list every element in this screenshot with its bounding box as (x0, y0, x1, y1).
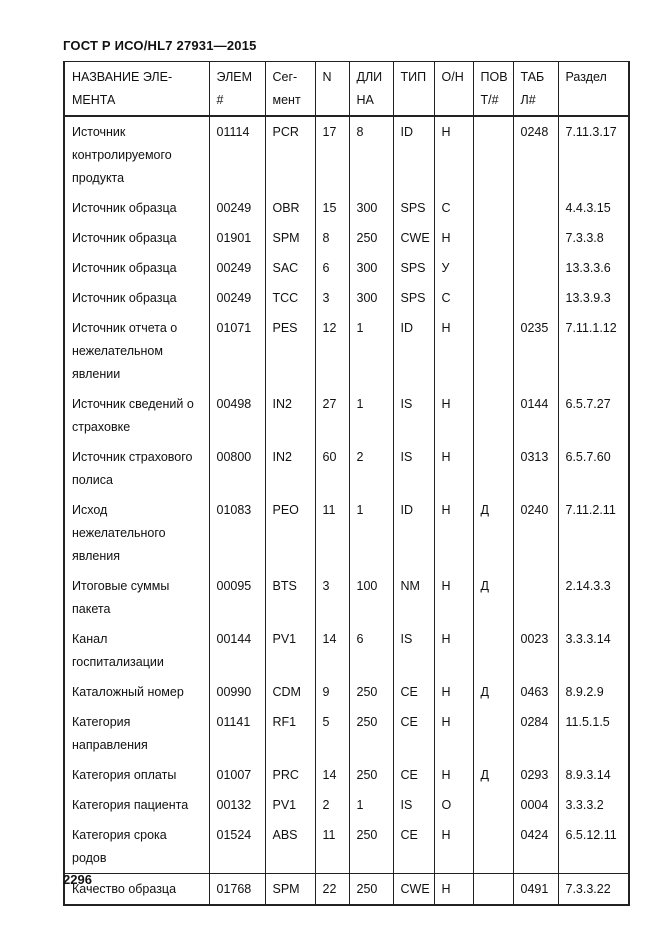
column-header-type (393, 62, 434, 117)
table-row (64, 820, 629, 874)
column-header-text: Т/# (480, 93, 499, 107)
cell-len: 1 (349, 495, 393, 571)
cell-rep (473, 707, 513, 760)
cell-elem: 01071 (209, 313, 265, 389)
cell-n: 22 (315, 874, 349, 906)
cell-sec: 13.3.3.6 (558, 253, 629, 283)
cell-len: 6 (349, 624, 393, 677)
cell-seg: PRC (265, 760, 315, 790)
cell-rep (473, 116, 513, 193)
cell-type: ID (393, 313, 434, 389)
cell-sec: 7.11.1.12 (558, 313, 629, 389)
cell-elem: 00800 (209, 442, 265, 495)
table-row (64, 389, 629, 442)
cell-len: 100 (349, 571, 393, 624)
cell-n: 9 (315, 677, 349, 707)
cell-n: 17 (315, 116, 349, 193)
cell-seg: RF1 (265, 707, 315, 760)
column-header-text: ТАБ (520, 70, 545, 84)
cell-name: Категория направления (64, 707, 209, 760)
column-header-on (434, 62, 473, 117)
cell-seg: SPM (265, 223, 315, 253)
cell-tab: 0023 (513, 624, 558, 677)
cell-seg: PCR (265, 116, 315, 193)
cell-n: 15 (315, 193, 349, 223)
cell-name: Источник контролируемого продукта (64, 116, 209, 193)
cell-tab (513, 571, 558, 624)
cell-name: Категория пациента (64, 790, 209, 820)
column-header-text: ПОВ (480, 70, 508, 84)
cell-elem: 00144 (209, 624, 265, 677)
cell-type: NM (393, 571, 434, 624)
cell-n: 11 (315, 495, 349, 571)
table-row (64, 790, 629, 820)
table-row (64, 707, 629, 760)
cell-tab: 0144 (513, 389, 558, 442)
table-row (64, 874, 629, 906)
column-header-name (64, 62, 209, 117)
cell-name: Источник образца (64, 223, 209, 253)
cell-name: Источник отчета о нежелательном явлении (64, 313, 209, 389)
cell-elem: 01083 (209, 495, 265, 571)
column-header-text: МЕНТА (72, 93, 116, 107)
table-row (64, 223, 629, 253)
cell-elem: 01524 (209, 820, 265, 874)
cell-type: CE (393, 707, 434, 760)
cell-len: 8 (349, 116, 393, 193)
cell-seg: TCC (265, 283, 315, 313)
cell-rep (473, 790, 513, 820)
cell-on: Н (434, 677, 473, 707)
cell-len: 2 (349, 442, 393, 495)
cell-tab (513, 193, 558, 223)
cell-len: 1 (349, 790, 393, 820)
cell-rep (473, 193, 513, 223)
cell-elem: 01114 (209, 116, 265, 193)
cell-n: 14 (315, 760, 349, 790)
table-body (64, 116, 629, 905)
cell-tab: 0248 (513, 116, 558, 193)
cell-name: Источник образца (64, 283, 209, 313)
cell-n: 60 (315, 442, 349, 495)
cell-type: SPS (393, 253, 434, 283)
cell-len: 250 (349, 760, 393, 790)
cell-sec: 11.5.1.5 (558, 707, 629, 760)
cell-seg: CDM (265, 677, 315, 707)
cell-type: SPS (393, 193, 434, 223)
column-header-len (349, 62, 393, 117)
cell-elem: 00249 (209, 253, 265, 283)
column-header-seg (265, 62, 315, 117)
cell-n: 3 (315, 283, 349, 313)
cell-elem: 00132 (209, 790, 265, 820)
cell-rep (473, 874, 513, 906)
cell-on: Н (434, 389, 473, 442)
cell-type: IS (393, 790, 434, 820)
column-header-text: Сег- (272, 70, 298, 84)
cell-type: IS (393, 624, 434, 677)
table-row (64, 624, 629, 677)
cell-rep (473, 820, 513, 874)
cell-seg: SAC (265, 253, 315, 283)
column-header-text: НАЗВАНИЕ ЭЛЕ- (72, 70, 173, 84)
cell-rep (473, 442, 513, 495)
cell-type: ID (393, 495, 434, 571)
cell-len: 250 (349, 707, 393, 760)
column-header-text: ЭЛЕМ (216, 70, 253, 84)
cell-tab: 0284 (513, 707, 558, 760)
cell-n: 11 (315, 820, 349, 874)
cell-sec: 7.11.3.17 (558, 116, 629, 193)
cell-tab: 0004 (513, 790, 558, 820)
cell-rep: Д (473, 495, 513, 571)
cell-rep (473, 389, 513, 442)
cell-on: Н (434, 116, 473, 193)
cell-n: 14 (315, 624, 349, 677)
cell-rep: Д (473, 571, 513, 624)
cell-n: 2 (315, 790, 349, 820)
column-header-n (315, 62, 349, 117)
cell-sec: 7.3.3.22 (558, 874, 629, 906)
cell-seg: PES (265, 313, 315, 389)
cell-name: Каталожный номер (64, 677, 209, 707)
cell-on: С (434, 283, 473, 313)
cell-n: 27 (315, 389, 349, 442)
cell-n: 6 (315, 253, 349, 283)
cell-elem: 00249 (209, 193, 265, 223)
cell-seg: OBR (265, 193, 315, 223)
table-row (64, 677, 629, 707)
cell-seg: IN2 (265, 389, 315, 442)
column-header-text: ДЛИ (356, 70, 383, 84)
cell-seg: SPM (265, 874, 315, 906)
cell-len: 300 (349, 253, 393, 283)
column-header-text: ТИП (400, 70, 427, 84)
column-header-text: О/Н (441, 70, 464, 84)
cell-tab: 0463 (513, 677, 558, 707)
elements-table (63, 61, 630, 906)
column-header-text: Раздел (565, 70, 607, 84)
cell-sec: 6.5.7.60 (558, 442, 629, 495)
column-header-text: НА (356, 93, 374, 107)
cell-sec: 3.3.3.14 (558, 624, 629, 677)
cell-type: IS (393, 389, 434, 442)
cell-sec: 2.14.3.3 (558, 571, 629, 624)
table-row (64, 116, 629, 193)
page-number: 2296 (63, 872, 92, 887)
cell-on: Н (434, 313, 473, 389)
cell-seg: ABS (265, 820, 315, 874)
cell-sec: 6.5.12.11 (558, 820, 629, 874)
cell-len: 250 (349, 677, 393, 707)
cell-sec: 7.11.2.11 (558, 495, 629, 571)
cell-name: Источник образца (64, 253, 209, 283)
cell-len: 250 (349, 820, 393, 874)
cell-name: Итоговые суммы пакета (64, 571, 209, 624)
cell-type: SPS (393, 283, 434, 313)
cell-on: О (434, 790, 473, 820)
cell-seg: IN2 (265, 442, 315, 495)
cell-rep (473, 223, 513, 253)
column-header-rep (473, 62, 513, 117)
table-row (64, 571, 629, 624)
cell-name: Источник образца (64, 193, 209, 223)
table-row (64, 253, 629, 283)
column-header-tab (513, 62, 558, 117)
cell-seg: PEO (265, 495, 315, 571)
cell-len: 1 (349, 389, 393, 442)
cell-on: Н (434, 442, 473, 495)
cell-sec: 3.3.3.2 (558, 790, 629, 820)
cell-sec: 8.9.3.14 (558, 760, 629, 790)
cell-elem: 00249 (209, 283, 265, 313)
cell-n: 12 (315, 313, 349, 389)
column-header-text: мент (272, 93, 301, 107)
cell-type: CE (393, 677, 434, 707)
table-row (64, 442, 629, 495)
cell-elem: 01768 (209, 874, 265, 906)
cell-tab: 0235 (513, 313, 558, 389)
cell-rep: Д (473, 677, 513, 707)
cell-rep (473, 253, 513, 283)
cell-type: CWE (393, 874, 434, 906)
cell-tab: 0313 (513, 442, 558, 495)
cell-rep: Д (473, 760, 513, 790)
cell-name: Источник сведений о страховке (64, 389, 209, 442)
cell-elem: 01901 (209, 223, 265, 253)
cell-rep (473, 624, 513, 677)
cell-len: 1 (349, 313, 393, 389)
cell-type: IS (393, 442, 434, 495)
cell-seg: PV1 (265, 790, 315, 820)
cell-tab (513, 223, 558, 253)
cell-sec: 13.3.9.3 (558, 283, 629, 313)
cell-n: 8 (315, 223, 349, 253)
cell-on: Н (434, 223, 473, 253)
column-header-text: N (322, 70, 332, 84)
cell-seg: BTS (265, 571, 315, 624)
cell-len: 300 (349, 283, 393, 313)
cell-seg: PV1 (265, 624, 315, 677)
cell-on: Н (434, 760, 473, 790)
cell-len: 250 (349, 874, 393, 906)
column-header-elem (209, 62, 265, 117)
cell-rep (473, 313, 513, 389)
table-header (64, 62, 629, 117)
cell-name: Категория оплаты (64, 760, 209, 790)
cell-name: Исход нежелательного явления (64, 495, 209, 571)
cell-on: Н (434, 624, 473, 677)
cell-name: Качество образца (64, 874, 209, 906)
cell-on: С (434, 193, 473, 223)
cell-type: CWE (393, 223, 434, 253)
cell-n: 5 (315, 707, 349, 760)
cell-rep (473, 283, 513, 313)
cell-elem: 00095 (209, 571, 265, 624)
cell-type: CE (393, 760, 434, 790)
cell-elem: 01141 (209, 707, 265, 760)
cell-elem: 00990 (209, 677, 265, 707)
cell-on: У (434, 253, 473, 283)
cell-name: Канал госпитализации (64, 624, 209, 677)
cell-len: 250 (349, 223, 393, 253)
table-row (64, 193, 629, 223)
cell-name: Источник страхового полиса (64, 442, 209, 495)
cell-on: Н (434, 820, 473, 874)
cell-tab: 0424 (513, 820, 558, 874)
table-row (64, 495, 629, 571)
cell-sec: 6.5.7.27 (558, 389, 629, 442)
cell-type: ID (393, 116, 434, 193)
column-header-text: # (216, 93, 224, 107)
cell-sec: 8.9.2.9 (558, 677, 629, 707)
table-row (64, 283, 629, 313)
cell-n: 3 (315, 571, 349, 624)
cell-sec: 7.3.3.8 (558, 223, 629, 253)
cell-on: Н (434, 707, 473, 760)
cell-tab (513, 253, 558, 283)
cell-name: Категория срока родов (64, 820, 209, 874)
cell-len: 300 (349, 193, 393, 223)
cell-type: CE (393, 820, 434, 874)
column-header-sec (558, 62, 629, 117)
cell-sec: 4.4.3.15 (558, 193, 629, 223)
column-header-text: Л# (520, 93, 536, 107)
cell-on: Н (434, 495, 473, 571)
cell-elem: 00498 (209, 389, 265, 442)
document-header: ГОСТ Р ИСО/HL7 27931—2015 (63, 38, 257, 53)
cell-elem: 01007 (209, 760, 265, 790)
cell-tab: 0491 (513, 874, 558, 906)
table-row (64, 313, 629, 389)
cell-tab: 0293 (513, 760, 558, 790)
cell-on: Н (434, 571, 473, 624)
cell-tab: 0240 (513, 495, 558, 571)
table-row (64, 760, 629, 790)
cell-tab (513, 283, 558, 313)
cell-on: Н (434, 874, 473, 906)
